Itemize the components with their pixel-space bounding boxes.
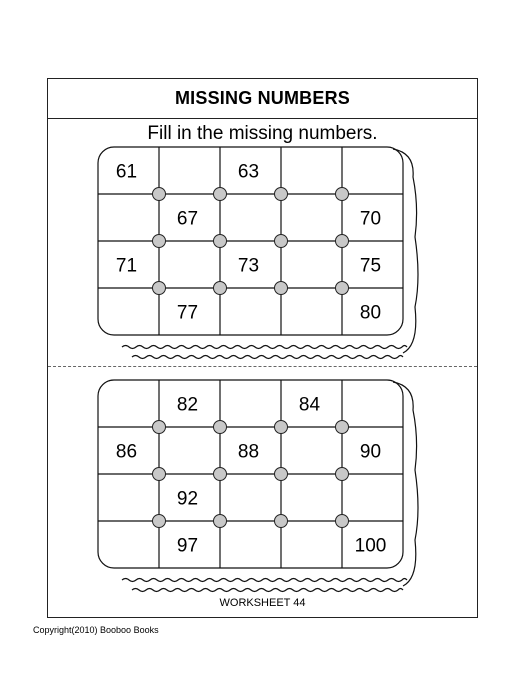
- cake-side-edge: [393, 149, 418, 353]
- grid-dot: [336, 188, 349, 201]
- grid-cell-number: 88: [237, 441, 260, 463]
- grid-dot: [153, 515, 166, 528]
- grid-dot: [153, 468, 166, 481]
- worksheet-title: MISSING NUMBERS: [48, 79, 477, 119]
- grid-dot: [214, 421, 227, 434]
- copyright-text: Copyright(2010) Booboo Books: [33, 625, 159, 635]
- grid-cell-number: 75: [359, 255, 382, 277]
- number-grid-top: [94, 143, 430, 363]
- cake-bottom-wave: [132, 356, 403, 359]
- grid-dot: [336, 468, 349, 481]
- grid-dot: [336, 515, 349, 528]
- instruction-text: Fill in the missing numbers.: [147, 123, 378, 144]
- grid-cell-number: 92: [176, 488, 199, 510]
- worksheet-number: WORKSHEET 44: [219, 597, 306, 609]
- grid-dot: [275, 421, 288, 434]
- grid-cell-number: 80: [359, 302, 382, 324]
- grid-cell-number: 70: [359, 208, 382, 230]
- number-grid-bottom: [94, 376, 430, 596]
- cake-frosting-wave: [122, 346, 407, 349]
- grid-dot: [336, 235, 349, 248]
- grid-cell-number: 82: [176, 394, 199, 416]
- grid-cell-number: 67: [176, 208, 199, 230]
- grid-dot: [336, 421, 349, 434]
- grid-cell-number: 71: [115, 255, 138, 277]
- grid-dot: [153, 188, 166, 201]
- grid-cell-number: 61: [115, 161, 138, 183]
- grid-cell-number: 73: [237, 255, 260, 277]
- cake-frosting-wave: [122, 579, 407, 582]
- grid-dot: [336, 282, 349, 295]
- grid-cell-number: 90: [359, 441, 382, 463]
- grid-dot: [275, 235, 288, 248]
- cake-side-edge: [393, 382, 418, 586]
- cut-line-divider: [48, 366, 477, 367]
- grid-dot: [275, 468, 288, 481]
- grid-cell-number: 86: [115, 441, 138, 463]
- cake-bottom-wave: [132, 589, 403, 592]
- grid-cell-number: 84: [298, 394, 321, 416]
- grid-dot: [214, 468, 227, 481]
- grid-dot: [153, 421, 166, 434]
- grid-dot: [214, 282, 227, 295]
- grid-dot: [153, 282, 166, 295]
- grid-dot: [214, 515, 227, 528]
- grid-cell-number: 97: [176, 535, 199, 557]
- grid-cell-number: 63: [237, 161, 260, 183]
- grid-dot: [214, 188, 227, 201]
- grid-cell-number: 77: [176, 302, 199, 324]
- grid-cell-number: 100: [354, 535, 387, 557]
- grid-dot: [275, 515, 288, 528]
- grid-dot: [214, 235, 227, 248]
- grid-dot: [153, 235, 166, 248]
- grid-dot: [275, 282, 288, 295]
- grid-dot: [275, 188, 288, 201]
